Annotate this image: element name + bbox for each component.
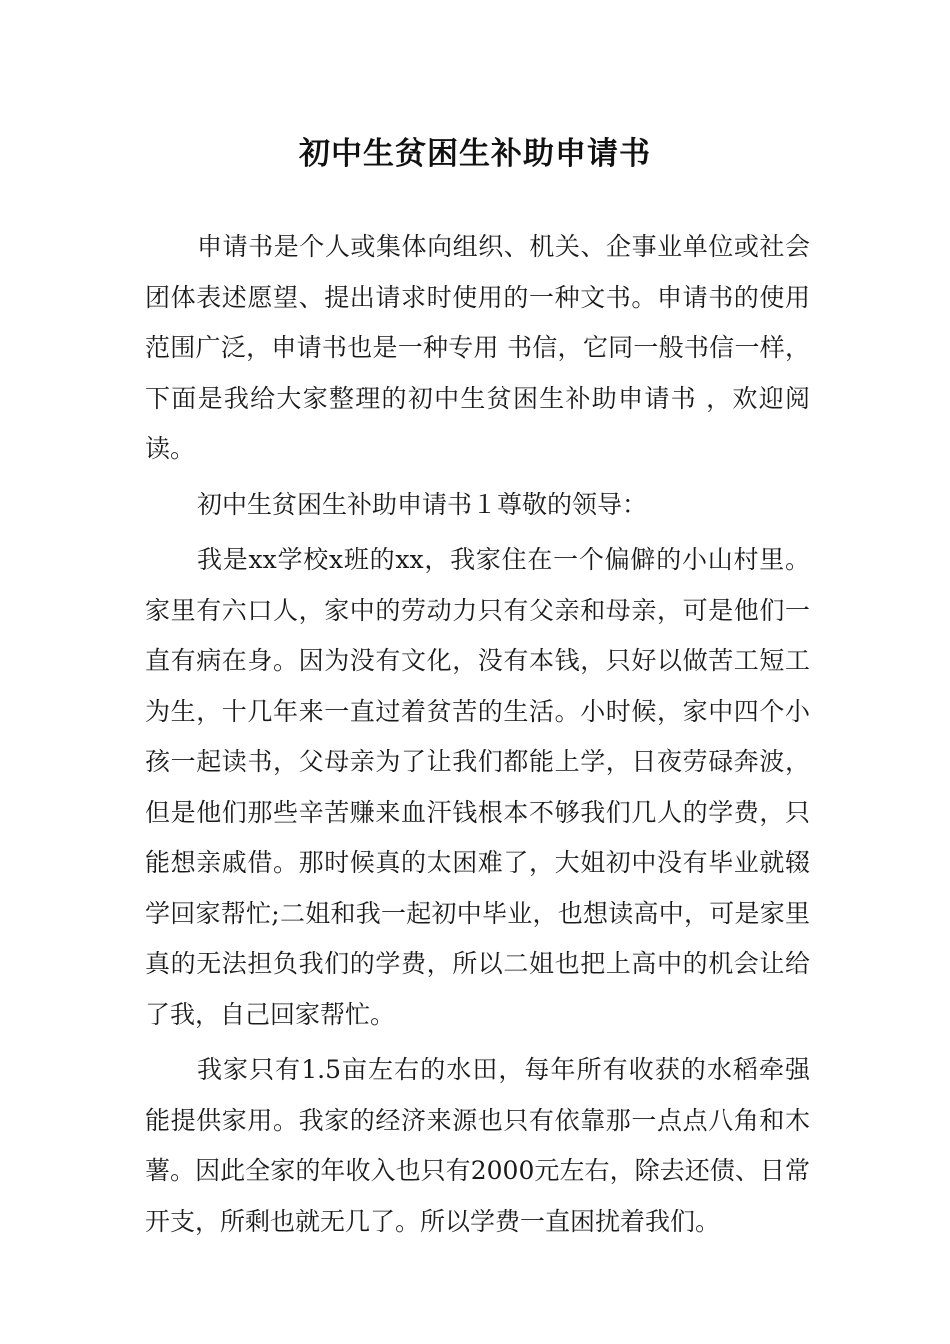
paragraph-intro: 申请书是个人或集体向组织、机关、企事业单位或社会团体表述愿望、提出请求时使用的一种文书。申请书的使用范围广泛，申请书也是一种专用 书信，它同一般书信一样，下面是我给大家整理的初中生贫困生补助申请书 ，欢迎阅读。	[145, 232, 810, 463]
document-body	[145, 222, 810, 1252]
document-title: 初中生贫困生补助申请书	[299, 136, 651, 172]
paragraph-family-background: 我是xx学校x班的xx，我家住在一个偏僻的小山村里。家里有六口人，家中的劳动力只有父亲和母亲，可是他们一直有病在身。因为没有文化，没有本钱，只好以做苦工短工为生，十几年来一直过着贫苦的生活。小时候，家中四个小孩一起读书，父母亲为了让我们都能上学，日夜劳碌奔波，但是他们那些辛苦赚来血汗钱根本不够我们几人的学费，只能想亲戚借。那时候真的太困难了，大姐初中没有毕业就辍学回家帮忙;二姐和我一起初中毕业，也想读高中，可是家里真的无法担负我们的学费，所以二姐也把上高中的机会让给了我，自己回家帮忙。	[145, 545, 810, 1029]
paragraph-family-income: 我家只有1.5亩左右的水田，每年所有收获的水稻牵强能提供家用。我家的经济来源也只有依靠那一点点八角和木薯。因此全家的年收入也只有2000元左右，除去还债、日常开支，所剩也就无几了。所以学费一直困扰着我们。	[145, 1055, 810, 1236]
paragraph-salutation: 初中生贫困生补助申请书１尊敬的领导：	[197, 489, 648, 519]
